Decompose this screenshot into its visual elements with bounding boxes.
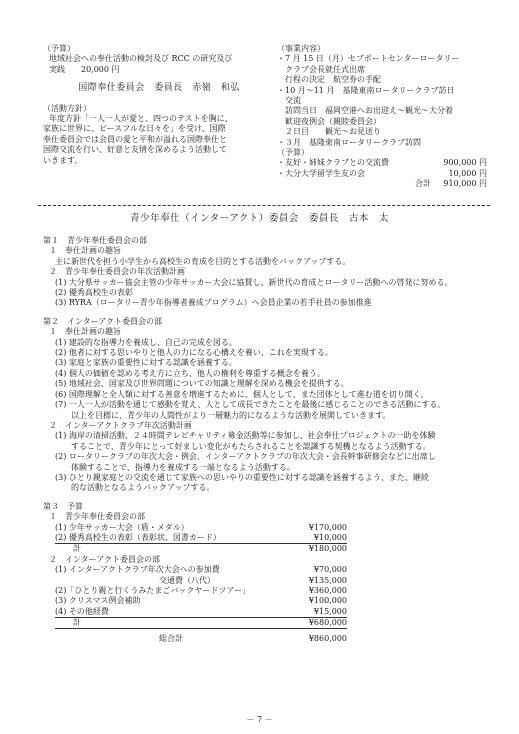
event-line: ２日目 観光～お見送り: [277, 127, 381, 137]
budget-row: [55, 586, 347, 596]
right-budget-label: （予算）: [277, 148, 309, 158]
subsection-title: １ 奉仕計画の趣旨: [49, 246, 121, 256]
budget-row: [55, 576, 347, 586]
grand-total-row: [55, 634, 347, 644]
budget-subtotal-row: [55, 618, 347, 629]
budget-item-label: (2)「ひとり親と行くうみたまごバックヤードツアー」: [55, 585, 251, 595]
subsection-title: １ 青少年奉仕委員会の部: [49, 512, 145, 522]
list-item: (1) 建設的な指導力を養成し、自己の完成を図る。: [55, 337, 237, 347]
list-item: 以上を目標に、青少年の人間性がより一層魅力的になるような活動を展開していきます。: [55, 410, 391, 420]
event-line: 行程の決定 航空券の手配: [277, 75, 381, 85]
policy-line: 年度方針「一人一人が愛と、四つのテストを胸に、: [49, 114, 233, 124]
budget-item-amount: ¥15,000: [313, 606, 347, 616]
event-line: ・３月 基隆東南ロータリークラブ訪問: [277, 137, 421, 147]
policy-line: いきます。: [43, 155, 83, 165]
list-item: (7) 一人一人が活動を通じて感動を覚え、人として成長できたことを最後に感じることのできる活動にする。: [55, 400, 446, 410]
subtotal-amount: ¥680,000: [308, 618, 347, 628]
section-title: 第２ インターアクト委員会の部: [43, 316, 163, 326]
right-budget-amount: 900,000 円: [443, 158, 487, 168]
list-item: (3) ひとり親家庭との交流を通じて家族への思いやりの重要性に対する認識を涵養するよう、また、継続: [55, 472, 429, 482]
right-budget-item: ・友好・姉妹クラブとの交流費: [277, 158, 389, 168]
right-budget-total-row: [277, 179, 487, 189]
grand-total-amount: ¥860,000: [308, 634, 347, 644]
subsection-title: １ 奉仕計画の趣旨: [49, 327, 121, 337]
budget-row: [55, 533, 347, 544]
budget-item-amount: ¥170,000: [308, 522, 347, 532]
budget-item-amount: ¥10,000: [313, 532, 347, 542]
list-item: (4) 個人の価値を認める考え方に立ち、他人の権利を尊重する概念を養う。: [55, 368, 325, 378]
budget-item-amount: ¥70,000: [313, 565, 347, 575]
youth-committee-body: [43, 236, 493, 645]
section-title: 第３ 予算: [43, 501, 83, 511]
event-line: クラブ会長就任式出席: [277, 64, 365, 74]
budget-item-amount: ¥135,000: [308, 575, 347, 585]
event-line: ・7 月 15 日（月）セブポートセンターロータリー: [277, 54, 460, 64]
event-line: 交流: [277, 96, 301, 106]
policy-line: 家族に世界に、ピースフルな日々を」を受け、国際: [43, 124, 226, 134]
list-item: (2) ロータリークラブの年次大会・例会、インターアクトクラブの年次大会・会長幹事研修会などに出席し: [55, 452, 436, 462]
event-label: （事業内容）: [277, 44, 325, 53]
budget-item-label: (1) インターアクトクラブ年次大会への参加費: [55, 565, 220, 575]
list-item: 体験することで、指導力を養成する一端となるよう活動する。: [55, 462, 295, 472]
right-budget-row: [277, 158, 487, 168]
subtotal-label: 計: [73, 618, 81, 628]
subtotal-label: 計: [73, 544, 81, 554]
budget-row: [55, 523, 347, 533]
dashed-divider: [38, 205, 490, 206]
budget-row: [55, 607, 347, 618]
list-item: することで、青少年にとって好ましい変化がもたらされることを認識する契機となるよう活動する。: [55, 441, 431, 451]
budget-item-amount: ¥360,000: [308, 585, 347, 595]
budget-item-label: (2) 優秀高校生の表彰（表彰状、図書カード）: [55, 532, 221, 542]
policy-label: （活動方針）: [43, 103, 91, 113]
budget-table-2: [43, 565, 347, 645]
subsection-title: ２ インターアクト委員会の部: [49, 554, 161, 564]
list-item: (5) 地域社会、国家及び世界問題についての知識と理解を深める機会を提供する。: [55, 379, 349, 389]
body-text: 主に新世代を担う小学生から高校生の育成を目的とする活動をバックアップする。: [55, 256, 351, 266]
subsection-title: ２ 青少年奉仕委員会の年次活動計画: [49, 267, 185, 277]
list-item: (3) 家庭と家族の重要性に対する認識を涵養する。: [55, 358, 237, 368]
right-budget-amount: 10,000 円: [448, 168, 487, 178]
budget-label: （予算）: [43, 44, 75, 53]
list-item: (1) 大分県サッカー協会主管の少年サッカー大会に協賛し、新世代の育成とロータリー活動への啓発に努める。: [55, 277, 453, 287]
grand-total-label: 総合計: [159, 634, 183, 644]
right-column: [277, 44, 487, 190]
event-line: 歓迎夜例会（親睦委員会）: [277, 116, 381, 126]
budget-item-label: 交通費（八代）: [55, 575, 215, 585]
budget-line: 地域社会への奉仕活動の検討及び RCC の研究及び: [49, 54, 233, 64]
list-item: (1) 海岸の清掃活動、２４時間テレビチャリティ募金活動等に参加し、社会奉仕プロジェクトの一助を体験: [55, 431, 436, 441]
right-total-label: 合計: [415, 179, 431, 189]
intl-committee-header: 国際奉仕委員会 委員長 赤嶺 和弘: [78, 83, 240, 94]
right-budget-row: [277, 169, 487, 179]
budget-item-label: (4) その他経費: [55, 606, 109, 616]
budget-subtotal-row: [55, 544, 347, 554]
right-total-amount: 910,000 円: [443, 179, 487, 189]
list-item: (3) RYRA（ロータリー青少年指導者養成プログラム）へ会員企業の若手社員の参加推進: [55, 298, 372, 308]
subsection-title: ２ インターアクトクラブ年次活動計画: [49, 420, 192, 430]
list-item: (2) 優秀高校生の表彰: [55, 288, 133, 298]
budget-table-1: [43, 523, 347, 555]
event-line: ・10 月～11 月 基隆東南ロータリークラブ訪日: [277, 85, 455, 95]
list-item: (6) 国際理解と全人類に対する善意を増進するために、個人として、また団体として進む道を切り開く。: [55, 389, 429, 399]
subtotal-amount: ¥180,000: [308, 544, 347, 554]
list-item: (2) 他者に対する思いやりと他人の力になる心構えを養い、これを実現する。: [55, 348, 333, 358]
right-budget-item: ・大分大学留学生友の会: [277, 168, 365, 178]
list-item: 的な活動となるようバックアップする。: [55, 483, 215, 493]
budget-item-label: (1) 少年サッカー大会（盾・メダル）: [55, 522, 189, 532]
left-column: [43, 44, 275, 166]
youth-committee-header: 青少年奉仕（インターアクト）委員会 委員長 古本 太: [130, 213, 389, 224]
event-line: 訪問当日 福岡空港へお出迎え～観光～大分着: [277, 106, 453, 116]
budget-line: 実践 20,000 円: [49, 64, 120, 74]
section-title: 第１ 青少年奉仕委員会の部: [43, 236, 147, 245]
policy-line: 奉仕委員会では会員の愛と平和が溢れる国際奉仕と: [43, 134, 227, 144]
policy-line: 国際交流を行い、好意と友情を深めるよう活動して: [43, 145, 227, 155]
budget-row: [55, 565, 347, 575]
budget-item-label: (3) クリスマス例会補助: [55, 596, 141, 606]
page-number: － 7 －: [246, 715, 273, 724]
budget-item-amount: ¥100,000: [308, 596, 347, 606]
budget-row: [55, 596, 347, 606]
